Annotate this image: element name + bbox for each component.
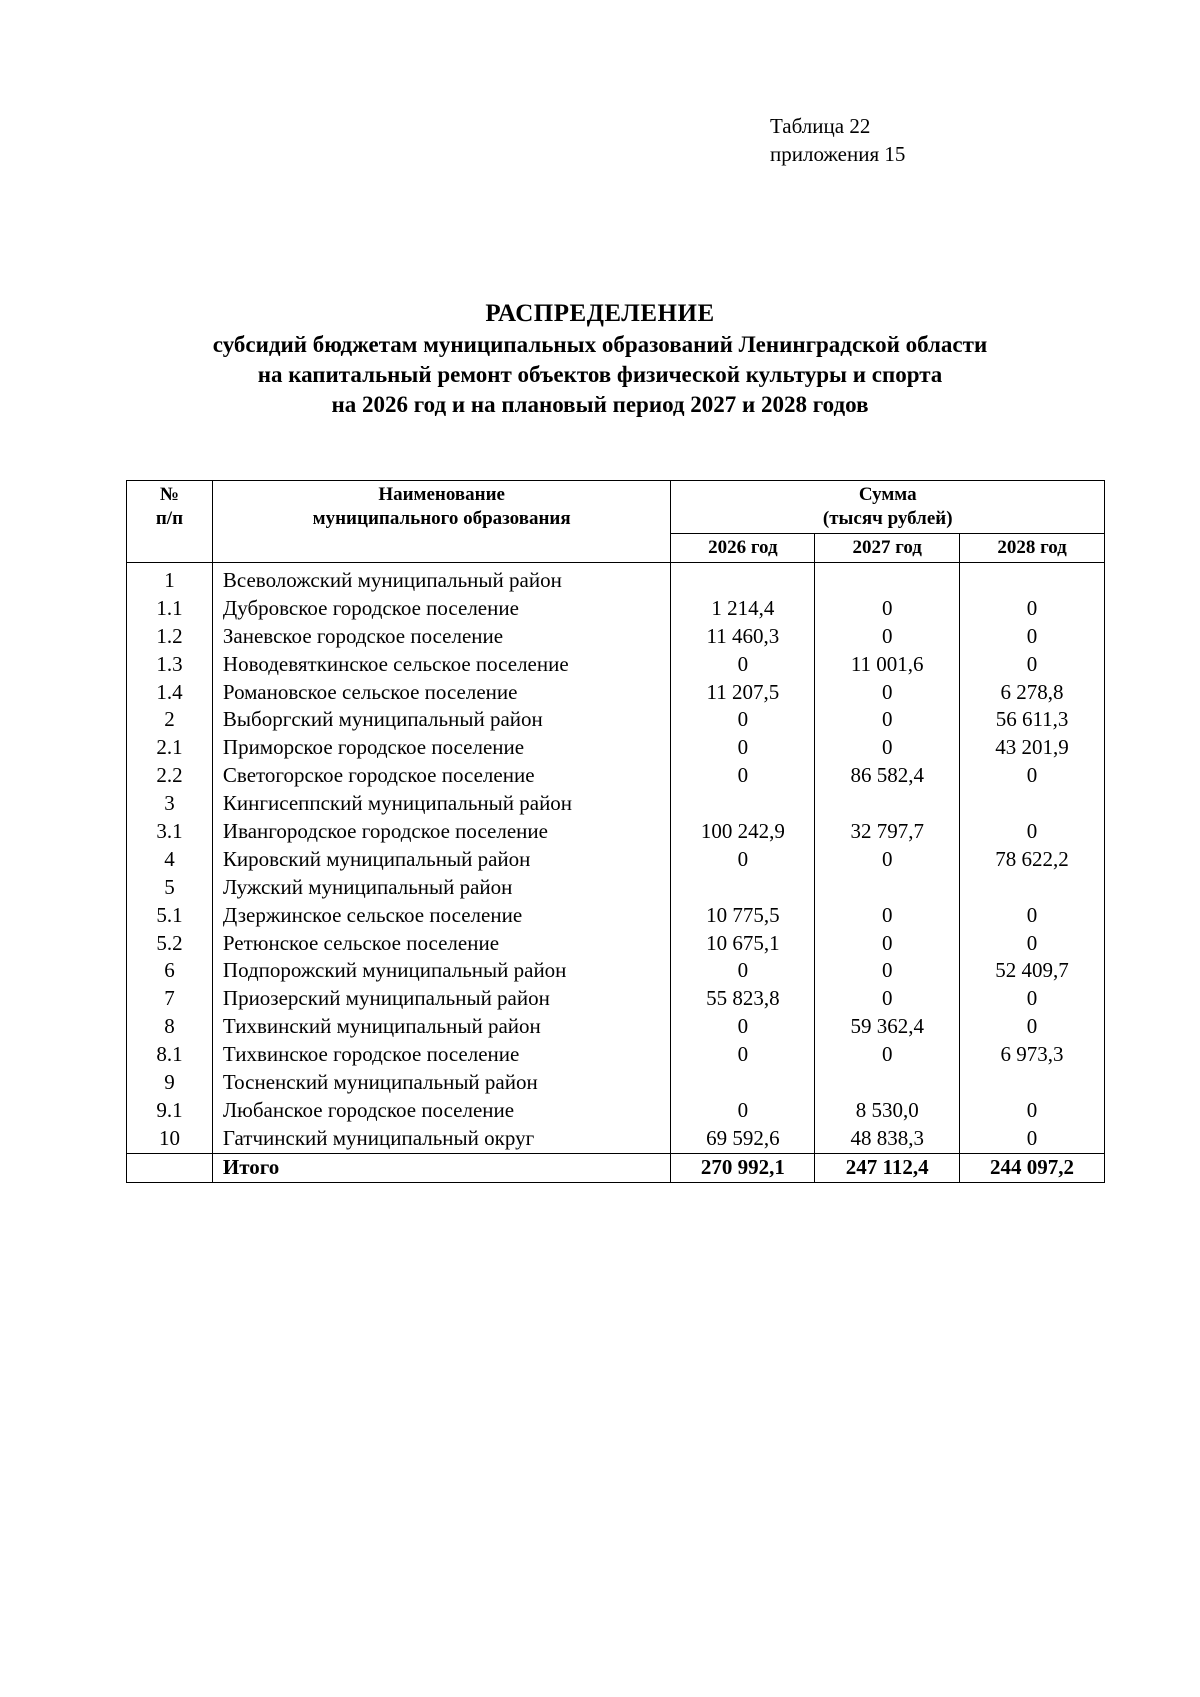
row-municipality-name: Лужский муниципальный район: [212, 874, 671, 902]
row-value-2027: 0: [815, 1041, 960, 1069]
row-municipality-name: Ивангородское городское поселение: [212, 818, 671, 846]
header-number: [127, 481, 213, 563]
row-value-2028: 0: [960, 1125, 1105, 1153]
total-label: Итого: [212, 1153, 671, 1182]
row-value-2027: 86 582,4: [815, 762, 960, 790]
row-value-2026: 10 675,1: [671, 930, 815, 958]
header-year-2027: 2027 год: [815, 534, 960, 563]
table-row: [127, 706, 1105, 734]
row-value-2026: 100 242,9: [671, 818, 815, 846]
header-year-2028: 2028 год: [960, 534, 1105, 563]
row-value-2028: 0: [960, 595, 1105, 623]
row-value-2027: 0: [815, 734, 960, 762]
table-total-row: [127, 1153, 1105, 1182]
row-value-2026: [671, 874, 815, 902]
row-number: 6: [127, 957, 213, 985]
row-value-2028: 6 278,8: [960, 679, 1105, 707]
row-value-2028: 0: [960, 651, 1105, 679]
row-number: 4: [127, 846, 213, 874]
row-value-2027: [815, 563, 960, 595]
row-value-2027: 32 797,7: [815, 818, 960, 846]
row-municipality-name: Заневское городское поселение: [212, 623, 671, 651]
row-value-2027: 0: [815, 957, 960, 985]
table-row: [127, 1125, 1105, 1153]
row-municipality-name: Дубровское городское поселение: [212, 595, 671, 623]
row-value-2028: 43 201,9: [960, 734, 1105, 762]
table-row: [127, 790, 1105, 818]
header-number-line-2: п/п: [155, 508, 184, 529]
table-body: [127, 563, 1105, 1154]
row-value-2028: 0: [960, 762, 1105, 790]
row-value-2027: 48 838,3: [815, 1125, 960, 1153]
title-line-3: на 2026 год и на плановый период 2027 и 2028 годов: [331, 392, 869, 417]
row-municipality-name: Новодевяткинское сельское поселение: [212, 651, 671, 679]
header-number-line-1: №: [159, 484, 179, 505]
row-number: 8: [127, 1013, 213, 1041]
row-value-2026: 69 592,6: [671, 1125, 815, 1153]
header-name-line-2: муниципального образования: [312, 508, 571, 529]
row-municipality-name: Гатчинский муниципальный округ: [212, 1125, 671, 1153]
row-value-2027: [815, 874, 960, 902]
row-municipality-name: Любанское городское поселение: [212, 1097, 671, 1125]
row-municipality-name: Светогорское городское поселение: [212, 762, 671, 790]
row-municipality-name: Кировский муниципальный район: [212, 846, 671, 874]
table-row: [127, 679, 1105, 707]
row-value-2028: 0: [960, 902, 1105, 930]
row-municipality-name: Выборгский муниципальный район: [212, 706, 671, 734]
table-row: [127, 1013, 1105, 1041]
table-row: [127, 651, 1105, 679]
row-value-2027: 0: [815, 679, 960, 707]
row-value-2027: 0: [815, 706, 960, 734]
header-name-line-1: Наименование: [378, 484, 505, 505]
table-row: [127, 1069, 1105, 1097]
row-value-2027: [815, 1069, 960, 1097]
table-row: [127, 563, 1105, 595]
header-year-2026: 2026 год: [671, 534, 815, 563]
row-value-2026: 0: [671, 1041, 815, 1069]
row-municipality-name: Приозерский муниципальный район: [212, 985, 671, 1013]
row-municipality-name: Тихвинское городское поселение: [212, 1041, 671, 1069]
total-2028: 244 097,2: [960, 1153, 1105, 1182]
row-value-2026: [671, 563, 815, 595]
row-value-2028: 0: [960, 930, 1105, 958]
row-value-2028: 6 973,3: [960, 1041, 1105, 1069]
row-value-2026: 0: [671, 846, 815, 874]
row-municipality-name: Кингисеппский муниципальный район: [212, 790, 671, 818]
header-sum: [671, 481, 1105, 534]
row-municipality-name: Романовское сельское поселение: [212, 679, 671, 707]
row-municipality-name: Подпорожский муниципальный район: [212, 957, 671, 985]
table-row: [127, 930, 1105, 958]
row-value-2028: [960, 1069, 1105, 1097]
row-value-2026: 0: [671, 957, 815, 985]
row-value-2026: 0: [671, 1097, 815, 1125]
document-title: [0, 298, 1200, 420]
row-value-2027: 0: [815, 595, 960, 623]
row-value-2026: 0: [671, 1013, 815, 1041]
row-value-2026: 1 214,4: [671, 595, 815, 623]
title-main: РАСПРЕДЕЛЕНИЕ: [485, 300, 715, 327]
row-value-2027: 8 530,0: [815, 1097, 960, 1125]
row-number: 9: [127, 1069, 213, 1097]
row-value-2028: [960, 790, 1105, 818]
table-row: [127, 1041, 1105, 1069]
row-value-2027: 0: [815, 930, 960, 958]
title-line-2: на капитальный ремонт объектов физической культуры и спорта: [257, 362, 943, 387]
row-value-2026: 11 207,5: [671, 679, 815, 707]
table-header-row: [127, 481, 1105, 534]
total-number: [127, 1153, 213, 1182]
table-row: [127, 957, 1105, 985]
row-value-2027: 0: [815, 623, 960, 651]
row-value-2026: [671, 790, 815, 818]
row-value-2028: [960, 563, 1105, 595]
row-value-2027: [815, 790, 960, 818]
subsidy-distribution-table: [126, 480, 1105, 1183]
appendix-number: приложения 15: [770, 142, 906, 166]
row-number: 5.2: [127, 930, 213, 958]
row-value-2026: 0: [671, 651, 815, 679]
row-number: 9.1: [127, 1097, 213, 1125]
row-value-2026: 0: [671, 762, 815, 790]
row-number: 1.2: [127, 623, 213, 651]
row-number: 2.2: [127, 762, 213, 790]
row-municipality-name: Тихвинский муниципальный район: [212, 1013, 671, 1041]
table-reference-note: [770, 112, 905, 168]
header-name: [212, 481, 671, 563]
row-municipality-name: Тосненский муниципальный район: [212, 1069, 671, 1097]
row-municipality-name: Ретюнское сельское поселение: [212, 930, 671, 958]
row-value-2026: 0: [671, 706, 815, 734]
row-municipality-name: Дзержинское сельское поселение: [212, 902, 671, 930]
row-number: 2.1: [127, 734, 213, 762]
row-value-2028: 52 409,7: [960, 957, 1105, 985]
row-number: 1: [127, 563, 213, 595]
total-2026: 270 992,1: [671, 1153, 815, 1182]
header-sum-line-2: (тысяч рублей): [822, 508, 953, 529]
row-value-2026: 55 823,8: [671, 985, 815, 1013]
table-row: [127, 762, 1105, 790]
row-number: 10: [127, 1125, 213, 1153]
row-value-2026: 11 460,3: [671, 623, 815, 651]
table-row: [127, 818, 1105, 846]
row-value-2027: 0: [815, 985, 960, 1013]
table-row: [127, 902, 1105, 930]
row-value-2028: 78 622,2: [960, 846, 1105, 874]
table-row: [127, 874, 1105, 902]
table-row: [127, 734, 1105, 762]
row-number: 2: [127, 706, 213, 734]
table-row: [127, 846, 1105, 874]
row-value-2026: 0: [671, 734, 815, 762]
row-value-2027: 59 362,4: [815, 1013, 960, 1041]
row-value-2028: 0: [960, 623, 1105, 651]
row-number: 3.1: [127, 818, 213, 846]
row-number: 3: [127, 790, 213, 818]
table-row: [127, 595, 1105, 623]
row-municipality-name: Всеволожский муниципальный район: [212, 563, 671, 595]
row-number: 1.4: [127, 679, 213, 707]
total-2027: 247 112,4: [815, 1153, 960, 1182]
header-sum-line-1: Сумма: [858, 484, 917, 505]
row-municipality-name: Приморское городское поселение: [212, 734, 671, 762]
table-row: [127, 985, 1105, 1013]
row-number: 8.1: [127, 1041, 213, 1069]
table-row: [127, 623, 1105, 651]
row-value-2028: 0: [960, 818, 1105, 846]
row-value-2028: 0: [960, 1013, 1105, 1041]
row-value-2027: 0: [815, 846, 960, 874]
row-value-2026: [671, 1069, 815, 1097]
row-number: 1.1: [127, 595, 213, 623]
row-value-2028: 0: [960, 985, 1105, 1013]
row-value-2026: 10 775,5: [671, 902, 815, 930]
row-number: 5.1: [127, 902, 213, 930]
title-line-1: субсидий бюджетам муниципальных образований Ленинградской области: [212, 332, 988, 357]
table-row: [127, 1097, 1105, 1125]
row-value-2028: 56 611,3: [960, 706, 1105, 734]
row-number: 5: [127, 874, 213, 902]
row-value-2028: 0: [960, 1097, 1105, 1125]
table-number: Таблица 22: [770, 114, 871, 138]
row-number: 7: [127, 985, 213, 1013]
row-value-2027: 0: [815, 902, 960, 930]
row-number: 1.3: [127, 651, 213, 679]
row-value-2027: 11 001,6: [815, 651, 960, 679]
row-value-2028: [960, 874, 1105, 902]
